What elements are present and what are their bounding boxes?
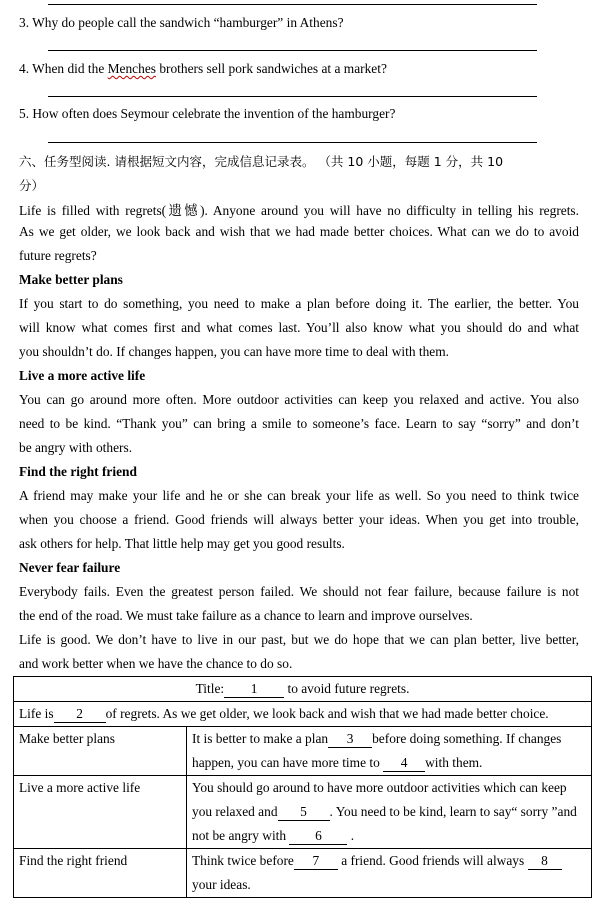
question-3: 3. Why do people call the sandwich “hamburger” in Athens? [19,15,344,30]
heading-never-fear-failure: Never fear failure [19,560,121,575]
heading-live-active-life: Live a more active life [19,368,146,383]
failure-line-2: the end of the road. We must take failure as a chance to learn and improve ourselves. [19,608,473,623]
row-label-friend: Find the right friend [14,849,187,898]
table-row-life [14,702,592,727]
active-line-1: You can go around more often. More outdoor activities can keep you relaxed and active. You also [19,392,579,407]
plans-text-c: happen, you can have more time to [192,755,384,770]
active-line-3: be angry with others. [19,440,133,455]
blank-8[interactable]: 8 [528,853,562,870]
conclusion-line-1: Life is good. We don’t have to live in our past, but we do hope that we can plan better, live better, [19,632,579,647]
table-row-title [14,677,592,702]
answer-line-q3[interactable] [48,50,537,51]
information-record-table [13,676,592,898]
blank-3[interactable]: 3 [328,731,372,748]
blank-4[interactable]: 4 [383,755,425,772]
friend-text-a: Think twice before [192,853,294,868]
intro-line-2: As we get older, we look back and wish that we had made better choices. What can we do to avoid [19,224,579,239]
row-label-plans: Make better plans [14,727,187,776]
intro-line-3: future regrets? [19,248,97,263]
plans-line-3: you shouldn’t do. If changes happen, you can have more time to deal with them. [19,344,450,359]
answer-line-q4[interactable] [48,96,537,97]
life-text-end: of regrets. As we get older, we look back and wish that we had made better choice. [105,706,549,721]
blank-5[interactable]: 5 [278,804,330,821]
heading-find-right-friend: Find the right friend [19,464,137,479]
table-row-plans [14,727,592,776]
row-content-friend [187,849,592,898]
plans-text-a: It is better to make a plan [192,731,329,746]
question-4-text-end: brothers sell pork sandwiches at a market? [155,61,387,76]
active-text-a: You should go around to have more outdoor activities which can keep [192,780,567,795]
question-4-text: 4. When did the [19,61,108,76]
conclusion-line-2: and work better when we have the chance to do so. [19,656,293,671]
section-heading: 六、任务型阅读. 请根据短文内容，完成信息记录表。 （共 10 小题，每题 1 分，共 10 [19,154,504,169]
blank-1[interactable]: 1 [224,681,284,698]
title-label: Title: [195,681,225,696]
life-text: Life is [19,706,54,721]
active-line-2: need to be kind. “Thank you” can bring a smile to someone’s face. Learn to say “sorry” and don’t [19,416,579,431]
plans-line-1: If you start to do something, you need to make a plan before doing it. The earlier, the better. You [19,296,579,311]
row-label-active: Live a more active life [14,776,187,849]
intro-line-1: Life is filled with regrets(遗憾). Anyone around you will have no difficulty in telling his regrets. [19,203,579,218]
friend-text-b: a friend. Good friends will always [337,853,528,868]
plans-text-d: with them. [425,755,483,770]
life-cell [14,702,592,727]
row-content-plans [187,727,592,776]
title-suffix: to avoid future regrets. [284,681,410,696]
active-text-c: . You need to be kind, learn to say“ sorry ”and [329,804,577,819]
blank-6[interactable]: 6 [289,828,347,845]
section-heading-cont: 分） [19,178,45,193]
friend-line-3: ask others for help. That little help may get you good results. [19,536,345,551]
active-text-e: . [347,828,355,843]
friend-text-c: your ideas. [192,877,251,892]
active-text-d: not be angry with [192,828,290,843]
plans-text-b: before doing something. If changes [372,731,562,746]
plans-line-2: will know what comes first and what comes last. You’ll also know what you should do and what [19,320,579,335]
table-row-active [14,776,592,849]
answer-line-q2 [48,4,537,5]
row-content-active [187,776,592,849]
friend-line-2: when you choose a friend. Good friends will always better your ideas. When you get into trouble, [19,512,579,527]
title-cell [14,677,592,702]
blank-2[interactable]: 2 [54,706,106,723]
active-text-b: you relaxed and [192,804,278,819]
question-4 [19,61,387,77]
answer-line-q5[interactable] [48,142,537,143]
heading-make-better-plans: Make better plans [19,272,123,287]
failure-line-1: Everybody fails. Even the greatest person failed. We should not fear failure, because failure is not [19,584,579,599]
blank-7[interactable]: 7 [294,853,338,870]
table-row-friend [14,849,592,898]
friend-line-1: A friend may make your life and he or she can break your life as well. So you need to think twice [19,488,579,503]
question-5: 5. How often does Seymour celebrate the invention of the hamburger? [19,106,396,121]
menches-name: Menches [107,61,156,76]
